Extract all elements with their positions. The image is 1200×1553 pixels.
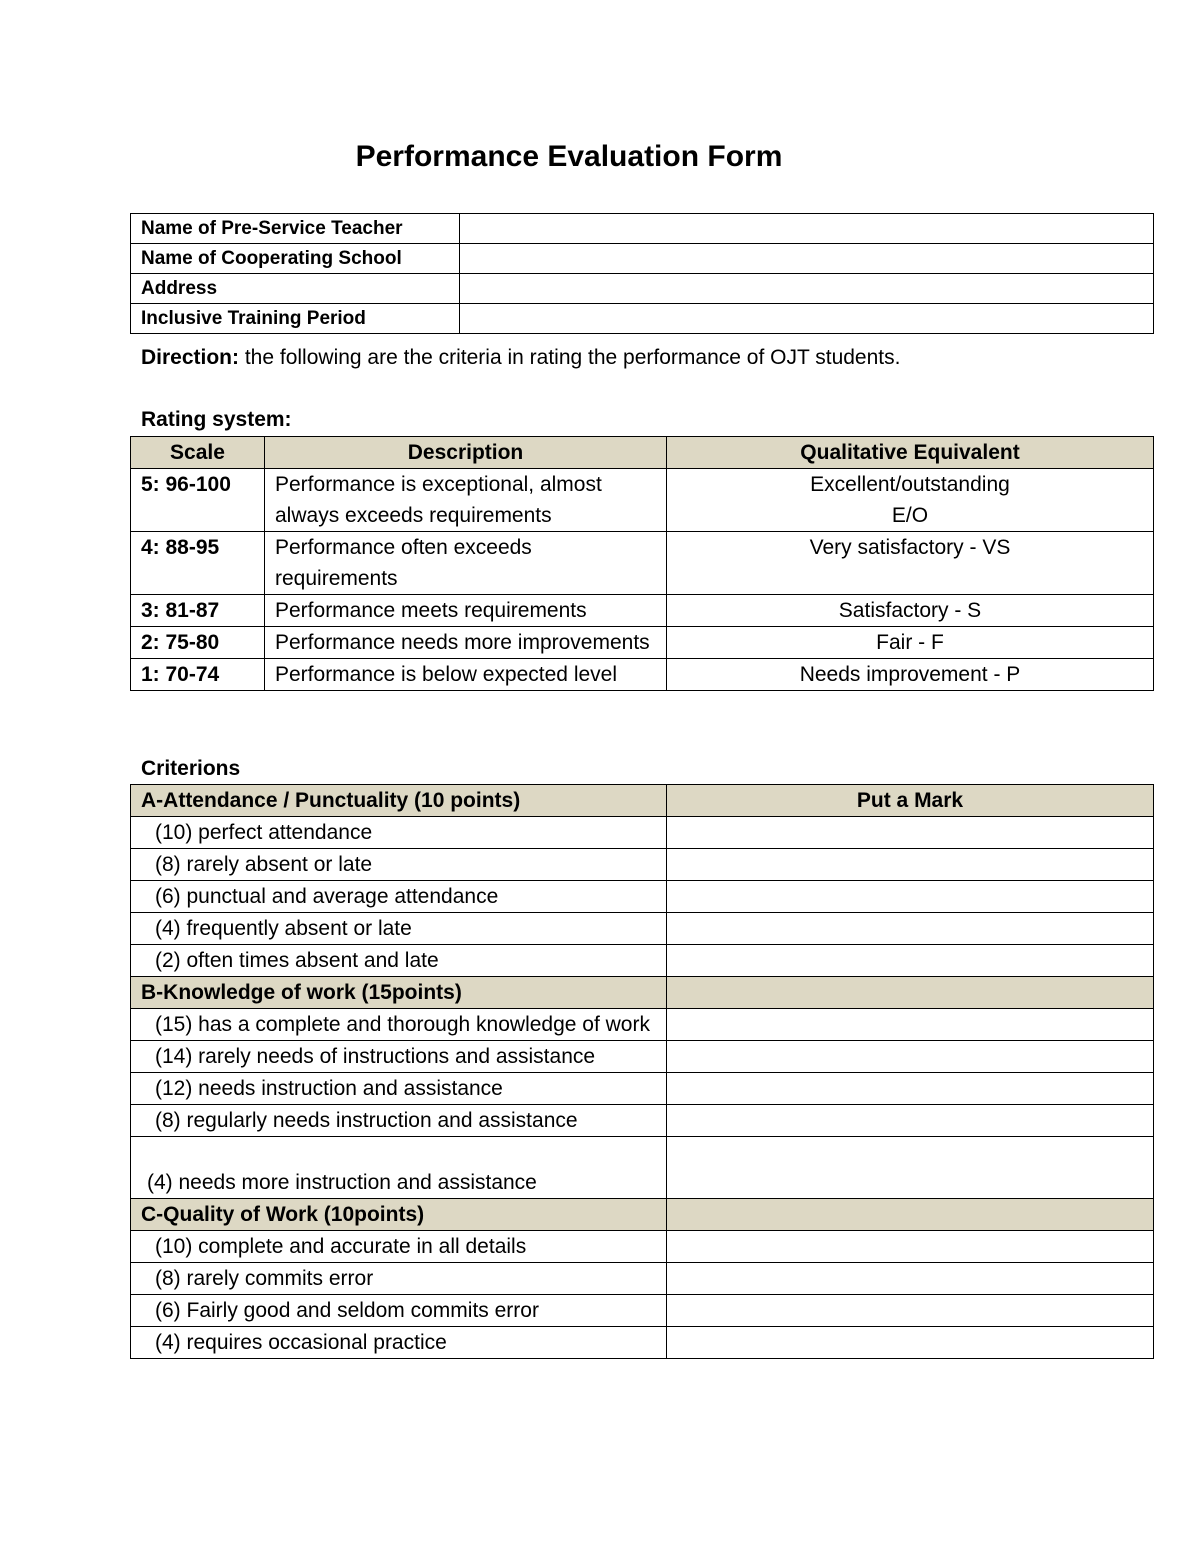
section-title: B-Knowledge of work (15points) <box>131 977 667 1009</box>
criterion-row <box>131 1231 1154 1263</box>
criterion-item: (8) rarely commits error <box>131 1263 667 1295</box>
criterion-item: (2) often times absent and late <box>131 945 667 977</box>
mark-cell[interactable] <box>667 1327 1154 1359</box>
section-header-blank <box>667 977 1154 1009</box>
criterion-item: (10) complete and accurate in all details <box>131 1231 667 1263</box>
rating-scale: 3: 81-87 <box>131 595 265 627</box>
criterion-row <box>131 1137 1154 1199</box>
criterions-label: Criterions <box>141 757 241 780</box>
criterion-item: (15) has a complete and thorough knowledge of work <box>131 1009 667 1041</box>
criterion-row <box>131 881 1154 913</box>
criterion-item: (4) frequently absent or late <box>131 913 667 945</box>
rating-description: Performance meets requirements <box>265 595 667 627</box>
criterion-row <box>131 1073 1154 1105</box>
section-header-row <box>131 977 1154 1009</box>
mark-cell[interactable] <box>667 1073 1154 1105</box>
criterion-row <box>131 1105 1154 1137</box>
teacher-name-field[interactable] <box>460 214 1154 244</box>
rating-scale: 2: 75-80 <box>131 627 265 659</box>
rating-scale: 1: 70-74 <box>131 659 265 691</box>
mark-cell[interactable] <box>667 849 1154 881</box>
mark-cell[interactable] <box>667 913 1154 945</box>
scale-header: Scale <box>131 437 265 469</box>
criterion-item: (6) punctual and average attendance <box>131 881 667 913</box>
rating-scale: 5: 96-100 <box>131 469 265 532</box>
info-label: Name of Cooperating School <box>131 244 460 274</box>
criterion-row <box>131 1327 1154 1359</box>
criterion-row <box>131 817 1154 849</box>
rating-qualitative: Satisfactory - S <box>667 595 1154 627</box>
info-table <box>130 213 1154 334</box>
criterion-row <box>131 945 1154 977</box>
mark-cell[interactable] <box>667 817 1154 849</box>
section-header-row <box>131 785 1154 817</box>
mark-cell[interactable] <box>667 1041 1154 1073</box>
info-row-period <box>131 304 1154 334</box>
criterion-item: (12) needs instruction and assistance <box>131 1073 667 1105</box>
rating-row <box>131 595 1154 627</box>
rating-system-label: Rating system: <box>141 408 292 431</box>
qualitative-text: Excellent/outstanding <box>810 473 1010 496</box>
rating-header-row <box>131 437 1154 469</box>
rating-qualitative: Fair - F <box>667 627 1154 659</box>
criterion-row <box>131 849 1154 881</box>
criterion-row <box>131 913 1154 945</box>
put-a-mark-header: Put a Mark <box>667 785 1154 817</box>
criterion-item: (8) regularly needs instruction and assistance <box>131 1105 667 1137</box>
criterion-item: (14) rarely needs of instructions and assistance <box>131 1041 667 1073</box>
direction-body: the following are the criteria in rating the performance of OJT students. <box>239 346 901 369</box>
info-label: Name of Pre-Service Teacher <box>131 214 460 244</box>
rating-row <box>131 627 1154 659</box>
rating-row <box>131 659 1154 691</box>
rating-table <box>130 436 1154 691</box>
qualitative-code: E/O <box>891 504 929 527</box>
section-header-blank <box>667 1199 1154 1231</box>
info-label: Address <box>131 274 460 304</box>
criterion-item: (6) Fairly good and seldom commits error <box>131 1295 667 1327</box>
criterion-row <box>131 1009 1154 1041</box>
mark-cell[interactable] <box>667 1231 1154 1263</box>
criterion-row <box>131 1295 1154 1327</box>
criterion-item: (10) perfect attendance <box>131 817 667 849</box>
criterion-item: (8) rarely absent or late <box>131 849 667 881</box>
rating-row <box>131 469 1154 532</box>
rating-scale: 4: 88-95 <box>131 532 265 595</box>
mark-cell[interactable] <box>667 881 1154 913</box>
direction-text <box>141 344 900 372</box>
direction-label: Direction: <box>141 346 240 369</box>
mark-cell[interactable] <box>667 1105 1154 1137</box>
section-title: A-Attendance / Punctuality (10 points) <box>131 785 667 817</box>
mark-cell[interactable] <box>667 1137 1154 1199</box>
rating-qualitative: Very satisfactory - VS <box>667 532 1154 595</box>
school-name-field[interactable] <box>460 244 1154 274</box>
rating-qualitative <box>667 469 1154 532</box>
qualitative-header: Qualitative Equivalent <box>667 437 1154 469</box>
info-row-school <box>131 244 1154 274</box>
mark-cell[interactable] <box>667 1295 1154 1327</box>
rating-description: Performance is exceptional, almost always exceeds requirements <box>265 469 667 532</box>
mark-cell[interactable] <box>667 1009 1154 1041</box>
rating-description: Performance often exceeds requirements <box>265 532 667 595</box>
section-title: C-Quality of Work (10points) <box>131 1199 667 1231</box>
training-period-field[interactable] <box>460 304 1154 334</box>
criterion-row <box>131 1041 1154 1073</box>
rating-description: Performance is below expected level <box>265 659 667 691</box>
description-header: Description <box>265 437 667 469</box>
page-title: Performance Evaluation Form <box>355 140 783 173</box>
criterion-row <box>131 1263 1154 1295</box>
section-header-row <box>131 1199 1154 1231</box>
rating-qualitative: Needs improvement - P <box>667 659 1154 691</box>
criteria-table <box>130 784 1154 1359</box>
rating-description: Performance needs more improvements <box>265 627 667 659</box>
info-row-address <box>131 274 1154 304</box>
mark-cell[interactable] <box>667 945 1154 977</box>
criterion-item: (4) needs more instruction and assistance <box>131 1137 667 1199</box>
info-row-teacher <box>131 214 1154 244</box>
address-field[interactable] <box>460 274 1154 304</box>
mark-cell[interactable] <box>667 1263 1154 1295</box>
info-label: Inclusive Training Period <box>131 304 460 334</box>
rating-row <box>131 532 1154 595</box>
criterion-item: (4) requires occasional practice <box>131 1327 667 1359</box>
